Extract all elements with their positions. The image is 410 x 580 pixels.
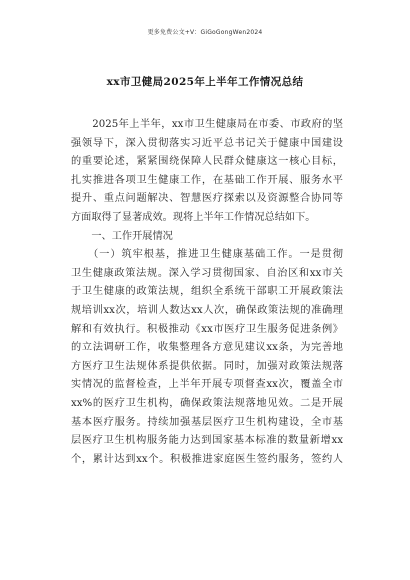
text-line: 的重要论述，紧紧围绕保障人民群众健康这一核心目标， xyxy=(71,156,343,168)
text-line: 强领导下，深入贯彻落实习近平总书记关于健康中国建设 xyxy=(71,137,343,149)
document-body xyxy=(71,116,343,469)
text-line: 一、工作开展情况 xyxy=(71,230,173,242)
text-line: 实情况的监督检查，上半年开展专项督查xx次，覆盖全市 xyxy=(71,379,343,391)
text-line: xx%的医疗卫生机构，确保政策法规落地见效。二是开展 xyxy=(71,397,343,409)
text-line: 解和有效执行。积极推动《xx市医疗卫生服务促进条例》 xyxy=(71,323,343,335)
paragraph-section-1 xyxy=(71,246,343,469)
text-line: 提升、重点问题解决、智慧医疗探索以及资源整合协同等 xyxy=(71,193,343,205)
text-line: （一）筑牢根基，推进卫生健康基础工作。一是贯彻 xyxy=(71,249,343,261)
text-line: 的立法调研工作，收集整理各方意见建议xx条，为完善地 xyxy=(71,342,343,354)
section-heading xyxy=(71,228,343,247)
paragraph-intro xyxy=(71,116,343,228)
text-line: 方面取得了显著成效。现将上半年工作情况总结如下。 xyxy=(71,211,316,223)
page-header: 更多免费公文+V：GiGoGongWen2024 xyxy=(147,29,263,36)
text-line: 层医疗卫生机构服务能力达到国家基本标准的数量新增xx xyxy=(71,435,343,447)
text-line: 2025年上半年，xx市卫生健康局在市委、市政府的坚 xyxy=(71,119,343,130)
text-line: 个，累计达到xx个。积极推进家庭医生签约服务，签约人 xyxy=(71,453,343,465)
text-line: 扎实推进各项卫生健康工作，在基础工作开展、服务水平 xyxy=(71,174,343,186)
document-title: xx市卫健局2025年上半年工作情况总结 xyxy=(106,76,304,88)
text-line: 方医疗卫生法规体系提供依据。同时，加强对政策法规落 xyxy=(71,360,343,372)
text-line: 规培训xx次，培训人数达xx人次，确保政策法规的准确理 xyxy=(71,304,343,316)
text-line: 卫生健康政策法规。深入学习贯彻国家、自治区和xx市关 xyxy=(71,267,343,279)
text-line: 基本医疗服务。持续加强基层医疗卫生机构建设，全市基 xyxy=(71,416,343,428)
text-line: 于卫生健康的政策法规，组织全系统干部职工开展政策法 xyxy=(71,286,343,298)
